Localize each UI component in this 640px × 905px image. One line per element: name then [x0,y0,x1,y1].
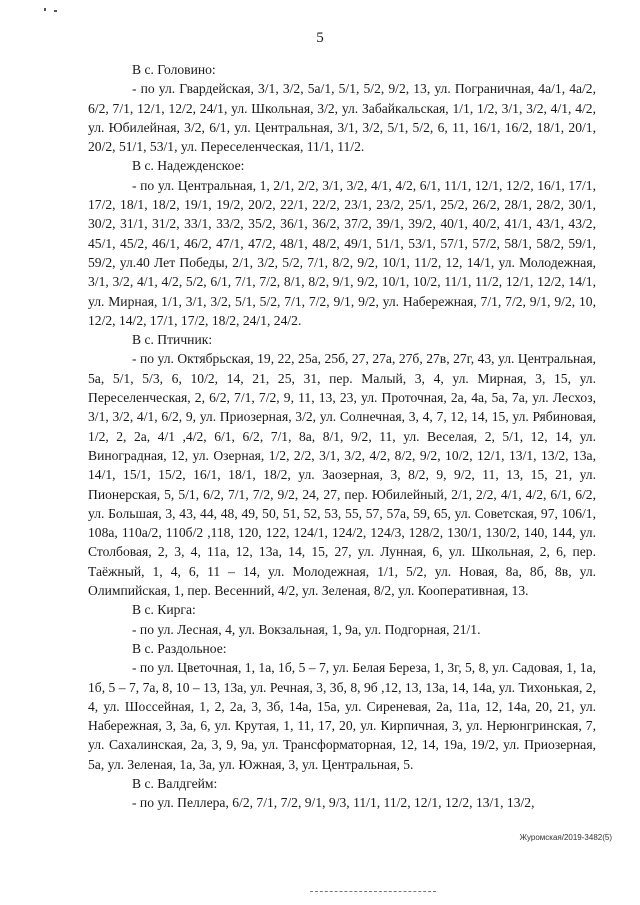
village-heading: В с. Кирга: [132,602,196,618]
section-ptichnik [88,330,596,600]
footer-registration-code: Журомская/2019-3482(5) [519,833,612,842]
street-list: - по ул. Центральная, 1, 2/1, 2/2, 3/1, 3/2, 4/1, 4/2, 6/1, 11/1, 12/1, 12/2, 16/1, 17/1, 17/2, 18/1, 18/2, 19/1, 19/2, 20/2, 22/1, 22/2, 23/1, 23/2, 25/1, 25/2, 26/2, 28/1, 28/2, 30/1, 30/2, 31/1, 31/2, 33/1, 33/2, 35/2, 36/1, 36/2, 37/2, 39/1, 39/2, 40/1, 40/2, 41/1, 43/1, 43/2, 45/1, 45/2, 46/1, 46/2, 47/1, 47/2, 48/1, 48/2, 49/1, 51/1, 53/1, 57/1, 57/2, 58/1, 58/2, 59/1, 59/2, ул.40 Лет Победы, 2/1, 3/2, 5/2, 7/1, 8/2, 9/2, 10/1, 11/2, 12, 14/1, ул. Молодежная, 3/1, 3/2, 4/1, 4/2, 5/2, 6/1, 7/1, 7/2, 8/1, 8/2, 9/1, 9/2, 10/1, 10/2, 11/1, 11/2, 12/1, 12/2, 14/1, ул. Мирная, 1/1, 3/1, 3/2, 5/1, 5/2, 7/1, 7/2, 9/1, 9/2, ул. Набережная, 7/1, 7/2, 9/1, 9/2, 10, 12/2, 14/2, 17/1, 17/2, 18/2, 24/1, 24/2. [88,177,596,328]
scan-speck [44,8,46,11]
scan-speck [54,10,57,12]
page-number: 5 [316,30,324,46]
document-body [88,60,596,813]
section-kirga [88,600,596,639]
street-list: - по ул. Цветочная, 1, 1а, 1б, 5 – 7, ул. Белая Береза, 1, 3г, 5, 8, ул. Садовая, 1, 1а, 1б, 5 – 7, 7а, 8, 10 – 13, 13а, ул. Речная, 3, 3б, 8, 9б ,12, 13, 13а, 14, 14а, ул. Тихонькая, 2, 4, ул. Шоссейная, 1, 2, 2а, 3, 3б, 14а, 15а, ул. Сиреневая, 2а, 11а, 12, 14а, 20, 21, ул. Набережная, 3, 3а, 6, ул. Крутая, 1, 11, 17, 20, ул. Кирпичная, 3, ул. Нерюнгринская, 7, ул. Сахалинская, 2а, 3, 9, 9а, ул. Трансформаторная, 12, 14, 19а, 19/2, ул. Приозерная, 5а, ул. Зеленая, 1а, 3а, ул. Южная, 3, ул. Центральная, 5. [88,660,596,772]
street-list: - по ул. Лесная, 4, ул. Вокзальная, 1, 9а, ул. Подгорная, 21/1. [132,621,481,637]
scan-line [310,891,436,892]
village-heading: В с. Птичник: [132,332,213,348]
village-heading: В с. Надежденское: [132,158,245,174]
village-heading: В с. Раздольное: [132,640,227,656]
section-valdgeim [88,774,596,813]
street-list: - по ул. Пеллера, 6/2, 7/1, 7/2, 9/1, 9/3, 11/1, 11/2, 12/1, 12/2, 13/1, 13/2, [132,795,535,811]
street-list: - по ул. Гвардейская, 3/1, 3/2, 5а/1, 5/1, 5/2, 9/2, 13, ул. Пограничная, 4а/1, 4а/2, 6/2, 7/1, 12/1, 12/2, 24/1, ул. Школьная, 3/2, ул. Забайкальская, 1/1, 1/2, 3/1, 3/2, 4/1, 4/2, ул. Юбилейная, 3/2, 6/1, ул. Центральная, 3/1, 3/2, 5/1, 5/2, 6, 11, 16/1, 16/2, 18/1, 20/1, 20/2, 51/1, 53/1, ул. Переселенческая, 11/1, 11/2. [88,81,596,155]
section-golovino [88,60,596,156]
section-razdolnoe [88,639,596,774]
village-heading: В с. Валдгейм: [132,775,218,791]
street-list: - по ул. Октябрьская, 19, 22, 25а, 25б, 27, 27а, 27б, 27в, 27г, 43, ул. Центральная, 5а, 5/1, 5/3, 6, 10/2, 14, 21, 25, 31, пер. Малый, 3, 4, ул. Мирная, 3, 15, ул. Переселенческая, 2, 6/2, 7/1, 7/2, 9, 11, 13, 23, ул. Проточная, 2а, 4а, 5а, 7а, ул. Лесхоз, 3/1, 3/2, 4/1, 6/2, 9, ул. Приозерная, 3/2, ул. Солнечная, 3, 4, 7, 12, 14, 15, ул. Рябиновая, 1/2, 2, 2а, 4/1 ,4/2, 6/1, 6/2, 7/1, 8а, 8/1, 9/2, 11, ул. Веселая, 2, 5/1, 12, 14, ул. Виноградная, 12, ул. Озерная, 1/2, 2/2, 3/1, 3/2, 4/2, 8/2, 9/2, 10/2, 12/1, 13/1, 13/2, 13а, 14/1, 15/1, 15/2, 16/1, 18/1, 18/2, ул. Заозерная, 3, 8/2, 9, 9/2, 11, 13, 15, 21, ул. Пионерская, 5, 5/1, 6/2, 7/1, 7/2, 9/2, 24, 27, пер. Юбилейный, 2/1, 2/2, 4/1, 4/2, 6/1, 6/2, ул. Большая, 3, 43, 44, 48, 49, 50, 51, 52, 53, 55, 57, 57а, 59, 65, ул. Советская, 97, 106/1, 108а, 110а/2, 110б/2 ,118, 120, 122, 124/1, 124/2, 124/3, 128/2, 130/1, 130/2, 140, 144, ул. Столбовая, 2, 3, 4, 11а, 12, 13а, 14, 15, 27, ул. Лунная, 6, ул. Школьная, 2, 6, пер. Таёжный, 1, 4, 6, 11 – 14, ул. Молодежная, 1/1, 5/2, ул. Новая, 8а, 8б, 8в, ул. Олимпийская, 1, пер. Весенний, 4/2, ул. Зеленая, 8/2, ул. Кооперативная, 13. [88,351,596,599]
village-heading: В с. Головино: [132,62,216,77]
section-nadezhdenskoe [88,156,596,330]
